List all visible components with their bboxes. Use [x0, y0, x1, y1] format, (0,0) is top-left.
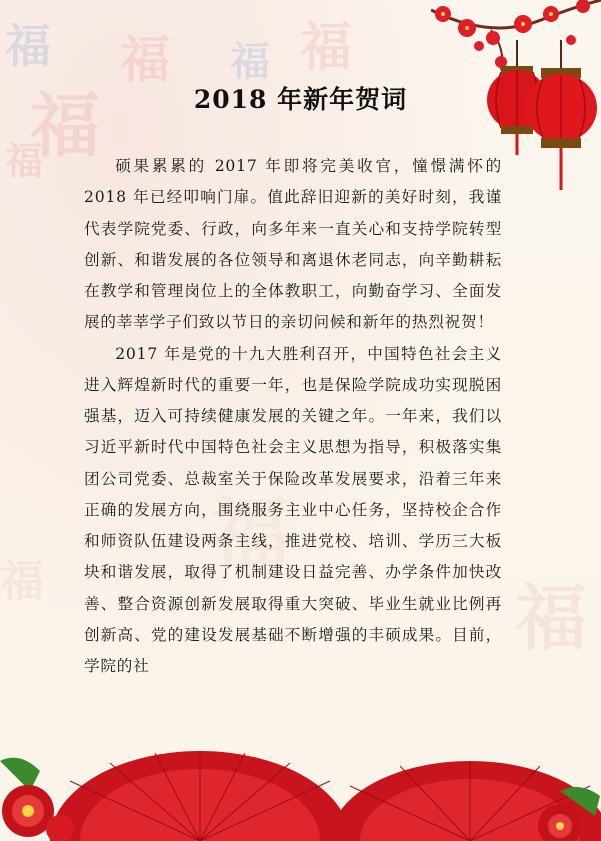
background-fu-glyph: 福 [0, 556, 44, 607]
background-fu-glyph: 福 [210, 487, 290, 581]
background-fu-glyph: 福 [5, 138, 44, 183]
paragraph: 硕果累累的 2017 年即将完美收官，憧憬满怀的 2018 年已经叩响门扉。值此辞旧迎新的美好时刻，我谨代表学院党委、行政，向多年来一直关心和支持学院转型创新、和谐发展的各位领导和离退休老同志，向辛勤耕耘在教学和管理岗位上的全体教职工，向勤奋学习、全面发展的莘莘学子们致以节日的亲切问候和新年的热烈祝贺！ [84, 157, 502, 332]
background-fu-glyph: 福 [515, 575, 588, 660]
page-title: 2018 年新年贺词 [193, 85, 408, 114]
paragraph: 2017 年是党的十九大胜利召开，中国特色社会主义进入辉煌新时代的重要一年，也是保险学院成功实现脱困强基，迈入可持续健康发展的关键之年。一年来，我们以习近平新时代中国特色社会主义思想为指导，积极落实集团公司党委、总裁室关于保险改革发展要求，沿着三年来正确的发展方向，围绕服务主业中心任务，坚持校企合作和师资队伍建设两条主线，推进党校、培训、学历三大板块和谐发展，取得了机制建设日益完善、办学条件加快改善、整合资源创新发展取得重大突破、毕业生就业比例再创新高、党的建设发展基础不断增强的丰硕成果。目前，学院的社 [84, 344, 502, 675]
background-fu-glyph: 福 [300, 17, 353, 78]
greeting-body [84, 151, 502, 682]
paper-fan-icon [50, 751, 350, 841]
fan-decoration [0, 741, 601, 841]
background-fu-glyph: 福 [30, 84, 100, 167]
background-fu-glyph: 福 [230, 38, 270, 85]
background-fu-glyph: 福 [5, 19, 51, 73]
background-fu-glyph: 福 [120, 30, 170, 89]
peony-icon [0, 758, 74, 841]
